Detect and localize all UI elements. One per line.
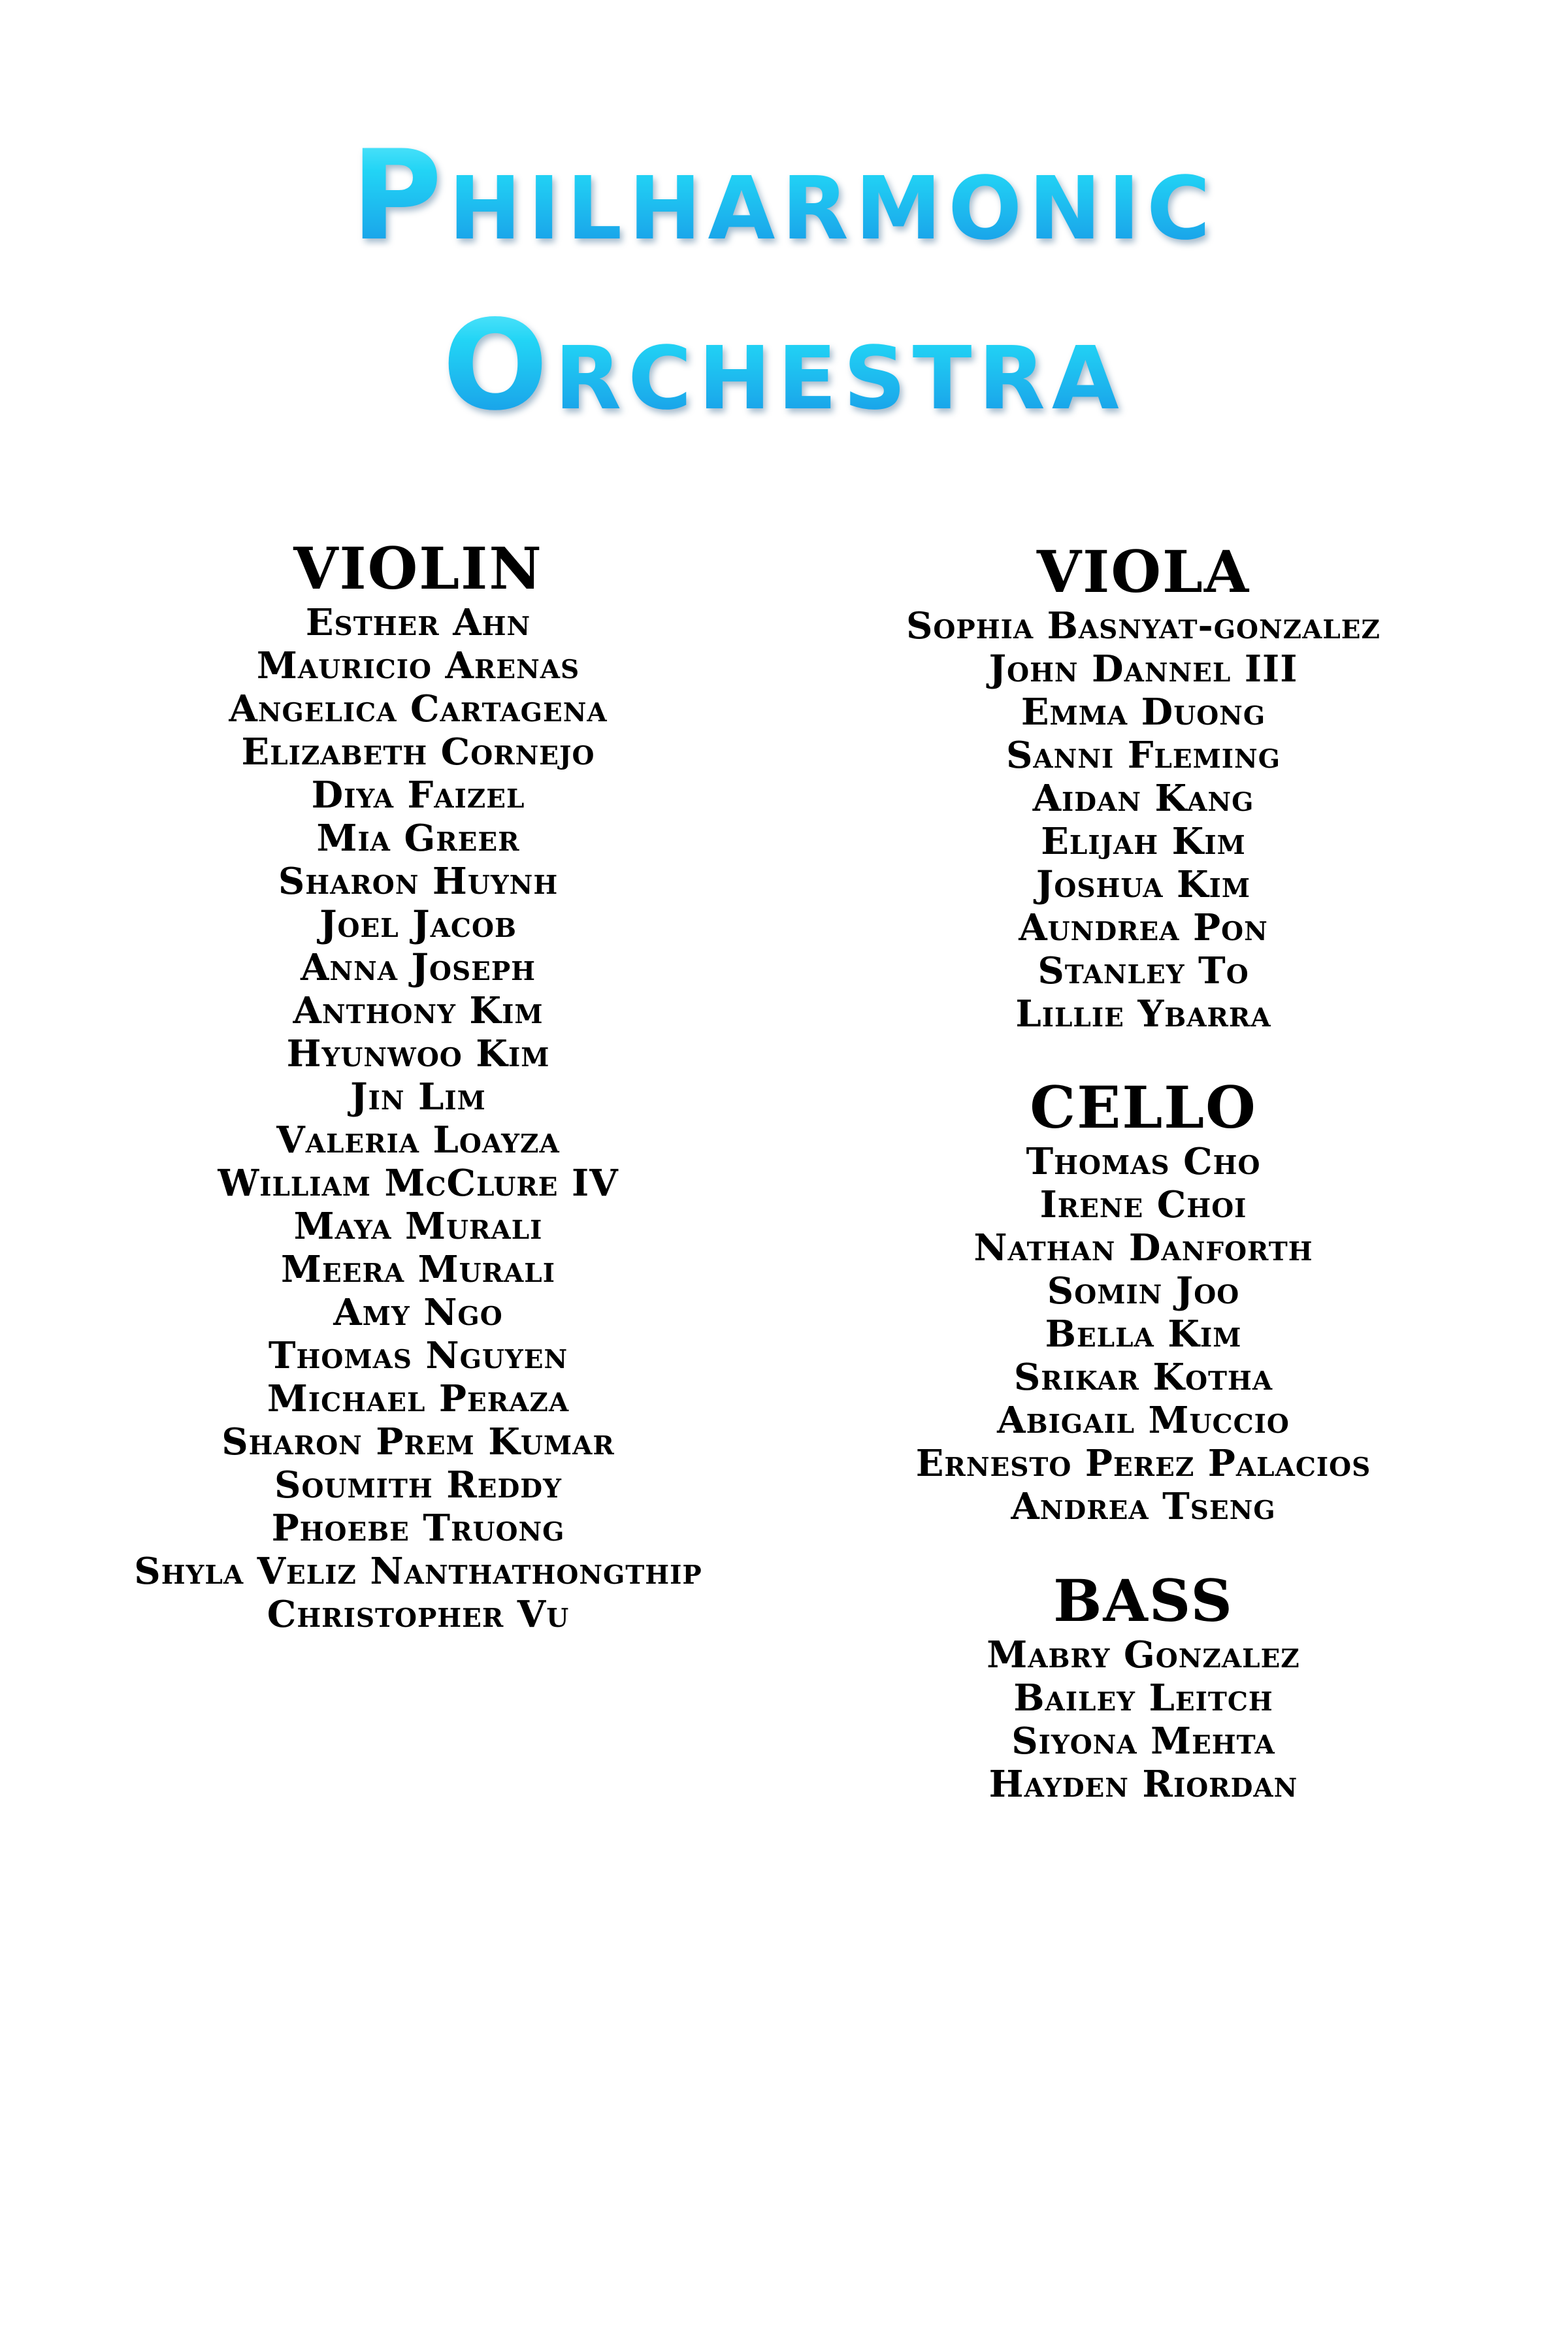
viola-heading: VIOLA — [1036, 538, 1250, 606]
member-name: Ernesto Perez Palacios — [915, 1442, 1371, 1485]
page-title — [0, 111, 1568, 451]
member-name: John Dannel III — [988, 647, 1298, 691]
member-name: Mauricio Arenas — [256, 644, 580, 687]
title-line-orchestra: Orchestra — [0, 281, 1568, 451]
member-name: Shyla Veliz Nanthathongthip — [134, 1550, 702, 1593]
cello-roster — [817, 1140, 1470, 1528]
member-name: Hyunwoo Kim — [286, 1032, 550, 1075]
bass-roster — [817, 1633, 1470, 1806]
member-name: Jin Lim — [350, 1075, 486, 1119]
member-name: Anna Joseph — [300, 946, 536, 989]
violin-section — [91, 536, 745, 1636]
member-name: Aundrea Pon — [1019, 906, 1268, 949]
member-name: Siyona Mehta — [1011, 1720, 1275, 1763]
member-name: Angelica Cartagena — [229, 687, 608, 730]
cello-heading: CELLO — [1030, 1073, 1257, 1141]
viola-roster — [817, 604, 1470, 1036]
member-name: Phoebe Truong — [271, 1507, 565, 1550]
member-name: Valeria Loayza — [276, 1119, 560, 1162]
member-name: Nathan Danforth — [973, 1226, 1313, 1269]
member-name: Sharon Prem Kumar — [221, 1420, 615, 1463]
member-name: Anthony Kim — [293, 989, 544, 1032]
member-name: Emma Duong — [1021, 691, 1266, 734]
bass-section — [817, 1568, 1470, 1806]
violin-roster — [91, 601, 745, 1636]
member-name: Bailey Leitch — [1013, 1676, 1273, 1720]
title-line-philharmonic: Philharmonic — [0, 111, 1568, 281]
member-name: Lillie Ybarra — [1015, 992, 1271, 1036]
member-name: Meera Murali — [281, 1248, 555, 1291]
member-name: Sophia Basnyat-gonzalez — [906, 604, 1380, 647]
member-name: Mabry Gonzalez — [987, 1633, 1300, 1676]
member-name: Bella Kim — [1045, 1313, 1242, 1356]
member-name: Thomas Cho — [1026, 1140, 1261, 1183]
member-name: Maya Murali — [293, 1205, 543, 1248]
member-name: Thomas Nguyen — [268, 1334, 568, 1377]
member-name: Soumith Reddy — [274, 1463, 562, 1507]
member-name: Abigail Muccio — [997, 1399, 1290, 1442]
member-name: Somin Joo — [1047, 1269, 1240, 1313]
member-name: Diya Faizel — [311, 774, 525, 817]
violin-heading: VIOLIN — [293, 534, 543, 602]
member-name: Andrea Tseng — [1011, 1485, 1276, 1528]
bass-heading: BASS — [1053, 1567, 1233, 1635]
member-name: Elizabeth Cornejo — [241, 730, 595, 774]
member-name: Esther Ahn — [305, 601, 531, 644]
member-name: Christopher Vu — [267, 1593, 570, 1636]
member-name: Joel Jacob — [319, 903, 517, 946]
member-name: Amy Ngo — [333, 1291, 503, 1334]
member-name: Irene Choi — [1039, 1183, 1247, 1226]
viola-section — [817, 539, 1470, 1036]
member-name: William McClure IV — [218, 1162, 619, 1205]
member-name: Michael Peraza — [267, 1377, 570, 1420]
member-name: Sharon Huynh — [278, 860, 559, 903]
member-name: Srikar Kotha — [1013, 1356, 1273, 1399]
member-name: Mia Greer — [316, 817, 520, 860]
member-name: Joshua Kim — [1036, 863, 1251, 906]
member-name: Elijah Kim — [1041, 820, 1246, 863]
cello-section — [817, 1075, 1470, 1528]
member-name: Aidan Kang — [1032, 777, 1254, 820]
member-name: Sanni Fleming — [1005, 734, 1281, 777]
member-name: Stanley To — [1037, 949, 1249, 992]
member-name: Hayden Riordan — [988, 1763, 1298, 1806]
